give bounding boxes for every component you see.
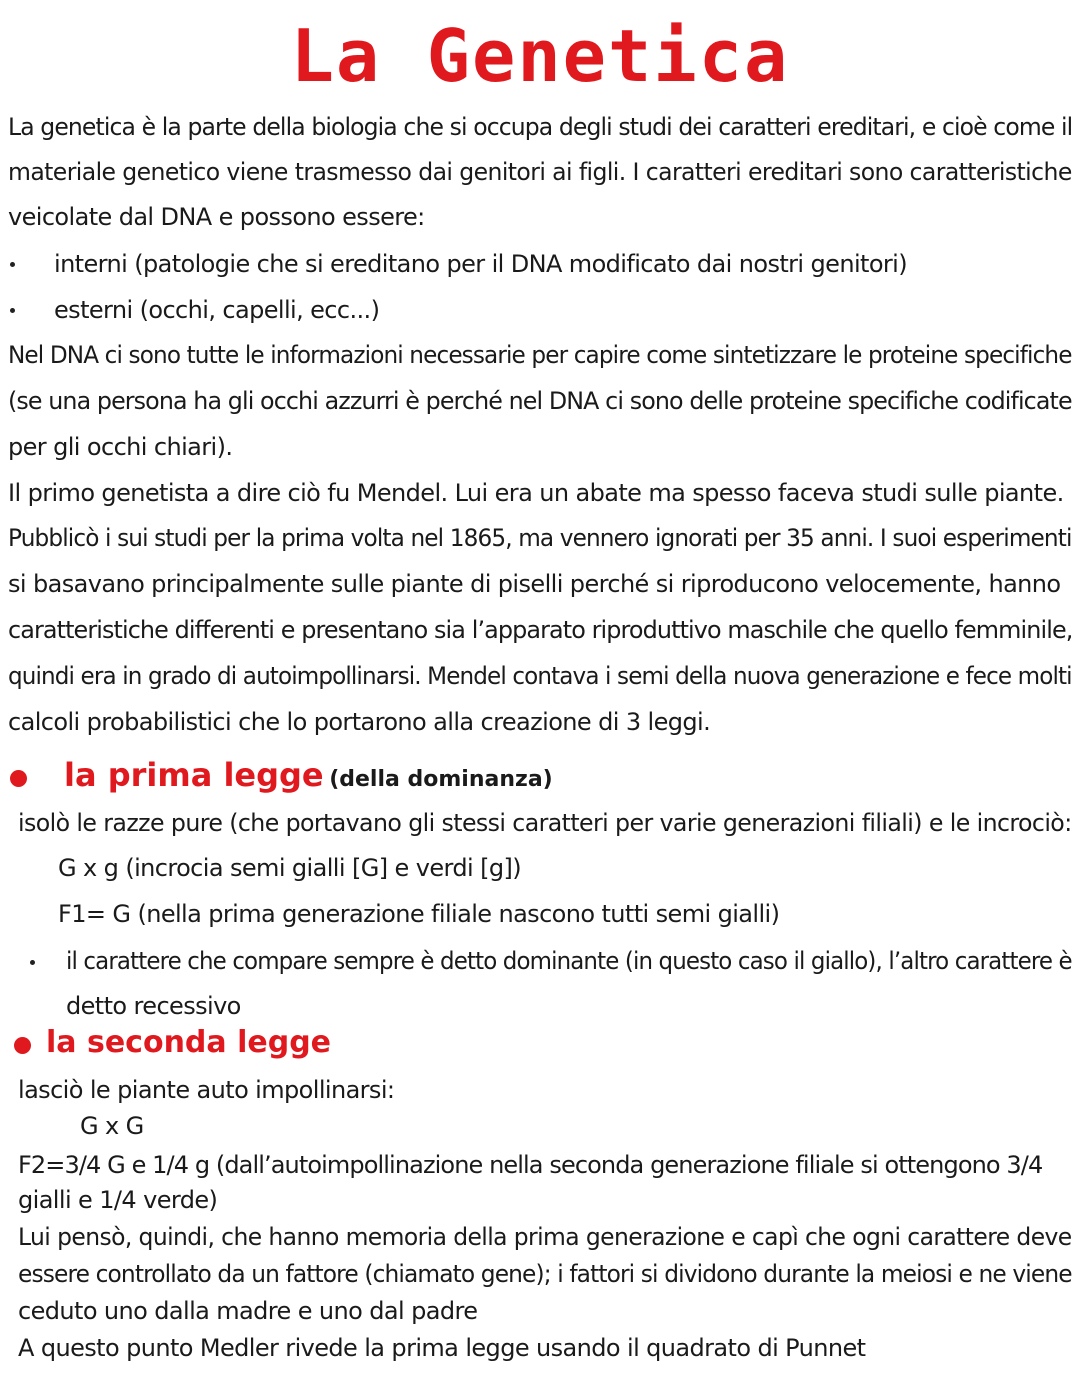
dna-line-3: per gli occhi chiari). (8, 433, 233, 461)
second-law-cross: G x G (80, 1112, 144, 1140)
first-law-f1: F1= G (nella prima generazione filiale nascono tutti semi gialli) (58, 900, 780, 928)
first-law-title: la prima legge (64, 756, 324, 794)
bullet-dot (30, 960, 35, 965)
second-law-f2-line-1: F2=3/4 G e 1/4 g (dall’autoimpollinazione nella seconda generazione filiale si ottengono 3/4 (18, 1151, 1043, 1179)
second-law-conclusion-line-2: essere controllato da un fattore (chiamato gene); i fattori si dividono durante la meiosi e ne viene (18, 1260, 1072, 1288)
dna-line-2: (se una persona ha gli occhi azzurri è perché nel DNA ci sono delle proteine specifiche codificate (8, 387, 1072, 415)
second-law-conclusion-line-3: ceduto uno dalla madre e uno dal padre (18, 1297, 478, 1325)
bullet-dot (10, 308, 15, 313)
second-law-conclusion-line-1: Lui pensò, quindi, che hanno memoria della prima generazione e capì che ogni carattere deve (18, 1223, 1072, 1251)
first-law-bullet-line-2: detto recessivo (66, 992, 241, 1020)
section-bullet-icon (14, 1037, 31, 1054)
intro-bullet-esterni: esterni (occhi, capelli, ecc...) (54, 296, 380, 324)
mendel-line-5: quindi era in grado di autoimpollinarsi. Mendel contava i semi della nuova generazione e fece molti (8, 662, 1072, 690)
second-law-conclusion-line-4: A questo punto Medler rivede la prima legge usando il quadrato di Punnet (18, 1334, 866, 1362)
second-law-f2-line-2: gialli e 1/4 verde) (18, 1186, 218, 1214)
mendel-line-4: caratteristiche differenti e presentano sia l’apparato riproduttivo maschile che quello femminile, (8, 616, 1073, 644)
mendel-line-2: Pubblicò i sui studi per la prima volta nel 1865, ma vennero ignorati per 35 anni. I suoi esperimenti (8, 524, 1072, 552)
bullet-dot (10, 262, 15, 267)
intro-bullet-interni: interni (patologie che si ereditano per il DNA modificato dai nostri genitori) (54, 250, 908, 278)
first-law-intro: isolò le razze pure (che portavano gli stessi caratteri per varie generazioni filiali) e le incrociò: (18, 809, 1072, 837)
second-law-intro: lasciò le piante auto impollinarsi: (18, 1076, 395, 1104)
second-law-heading: la seconda legge (46, 1025, 332, 1060)
page-title: La Genetica (290, 14, 790, 98)
first-law-heading (64, 756, 553, 794)
intro-line-3: veicolate dal DNA e possono essere: (8, 203, 425, 231)
dna-line-1: Nel DNA ci sono tutte le informazioni necessarie per capire come sintetizzare le proteine specifiche (8, 341, 1072, 369)
mendel-line-6: calcoli probabilistici che lo portarono alla creazione di 3 leggi. (8, 708, 711, 736)
mendel-line-1: Il primo genetista a dire ciò fu Mendel. Lui era un abate ma spesso faceva studi sulle piante. (8, 479, 1064, 507)
intro-line-1: La genetica è la parte della biologia che si occupa degli studi dei caratteri ereditari, e cioè come il (8, 113, 1073, 141)
first-law-subtitle: (della dominanza) (329, 767, 553, 792)
first-law-bullet-line-1: il carattere che compare sempre è detto dominante (in questo caso il giallo), l’altro carattere è (66, 947, 1072, 975)
mendel-line-3: si basavano principalmente sulle piante di piselli perché si riproducono velocemente, hanno (8, 570, 1061, 598)
first-law-cross: G x g (incrocia semi gialli [G] e verdi [g]) (58, 854, 521, 882)
section-bullet-icon (10, 770, 27, 787)
intro-line-2: materiale genetico viene trasmesso dai genitori ai figli. I caratteri ereditari sono caratteristiche (8, 158, 1072, 186)
